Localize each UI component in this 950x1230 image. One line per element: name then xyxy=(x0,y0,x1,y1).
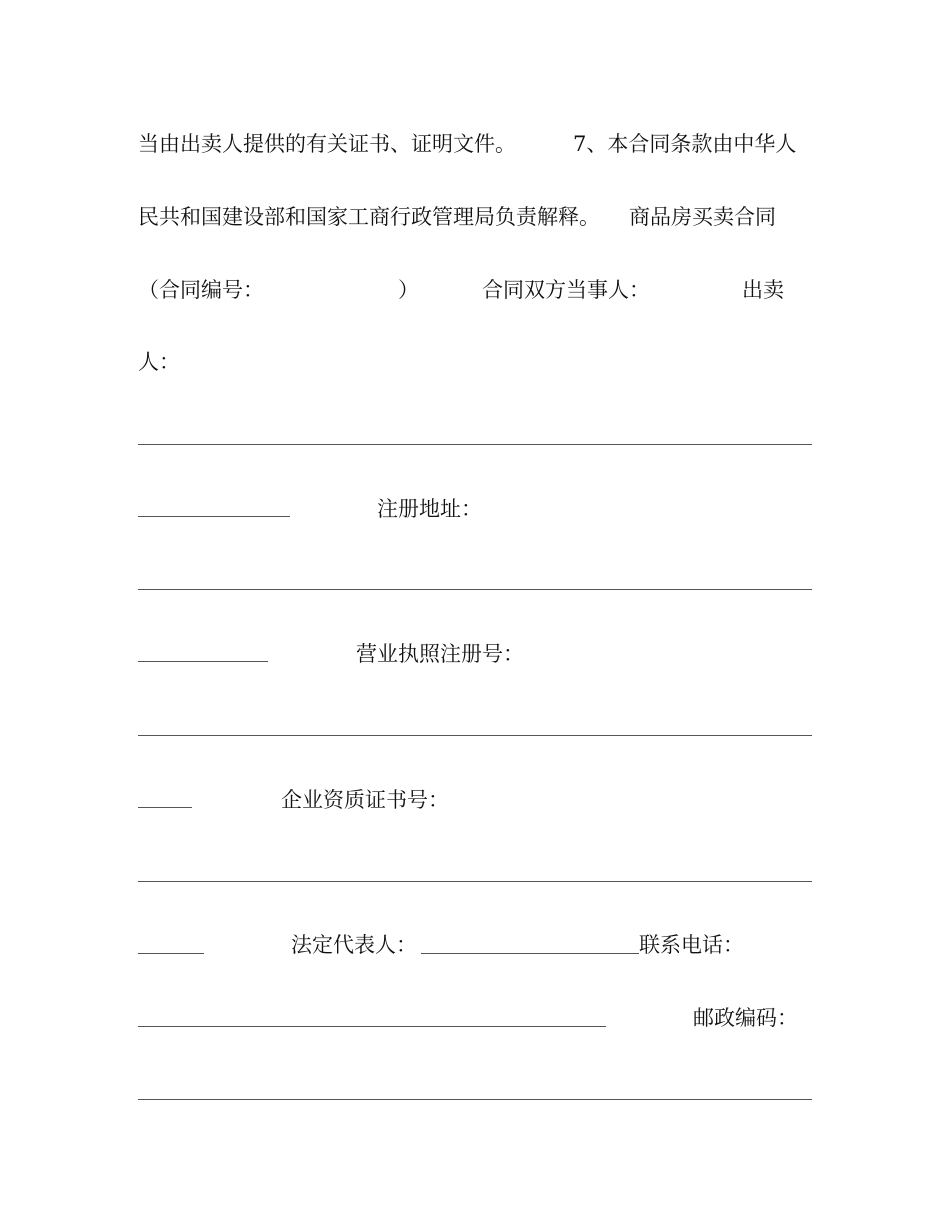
business-license-blank xyxy=(138,735,812,736)
paragraph-text: 民共和国建设部和国家工商行政管理局负责解释。 xyxy=(138,205,600,229)
qualification-cert-blank-end xyxy=(138,953,204,954)
seller-name-blank xyxy=(138,444,812,445)
postal-code-blank xyxy=(138,1099,812,1100)
paragraph-text: 当由出卖人提供的有关证书、证明文件。 xyxy=(138,132,516,156)
postal-code-label: 邮政编码： xyxy=(693,1006,798,1030)
qualification-cert-label: 企业资质证书号： xyxy=(281,788,449,812)
seller-name-blank-end xyxy=(138,516,290,517)
registered-address-label: 注册地址： xyxy=(377,497,482,521)
business-license-blank-end xyxy=(138,807,192,808)
contract-title: 商品房买卖合同 xyxy=(629,205,776,229)
contact-phone-label: 联系电话： xyxy=(639,933,744,957)
legal-representative-label: 法定代表人： xyxy=(291,933,417,957)
clause-7-text: 7、本合同条款由中华人 xyxy=(573,132,797,156)
contract-number-label: （合同编号： xyxy=(138,278,264,302)
parties-heading: 合同双方当事人： xyxy=(482,278,650,302)
registered-address-blank xyxy=(138,589,812,590)
seller-label-part: 出卖 xyxy=(742,278,784,302)
qualification-cert-blank xyxy=(138,881,812,882)
business-license-label: 营业执照注册号： xyxy=(356,642,524,666)
contact-phone-blank xyxy=(138,1026,606,1027)
registered-address-blank-end xyxy=(138,661,268,662)
legal-representative-blank xyxy=(421,953,639,954)
contract-number-close: ） xyxy=(398,278,419,302)
seller-label-cont: 人： xyxy=(138,350,180,374)
